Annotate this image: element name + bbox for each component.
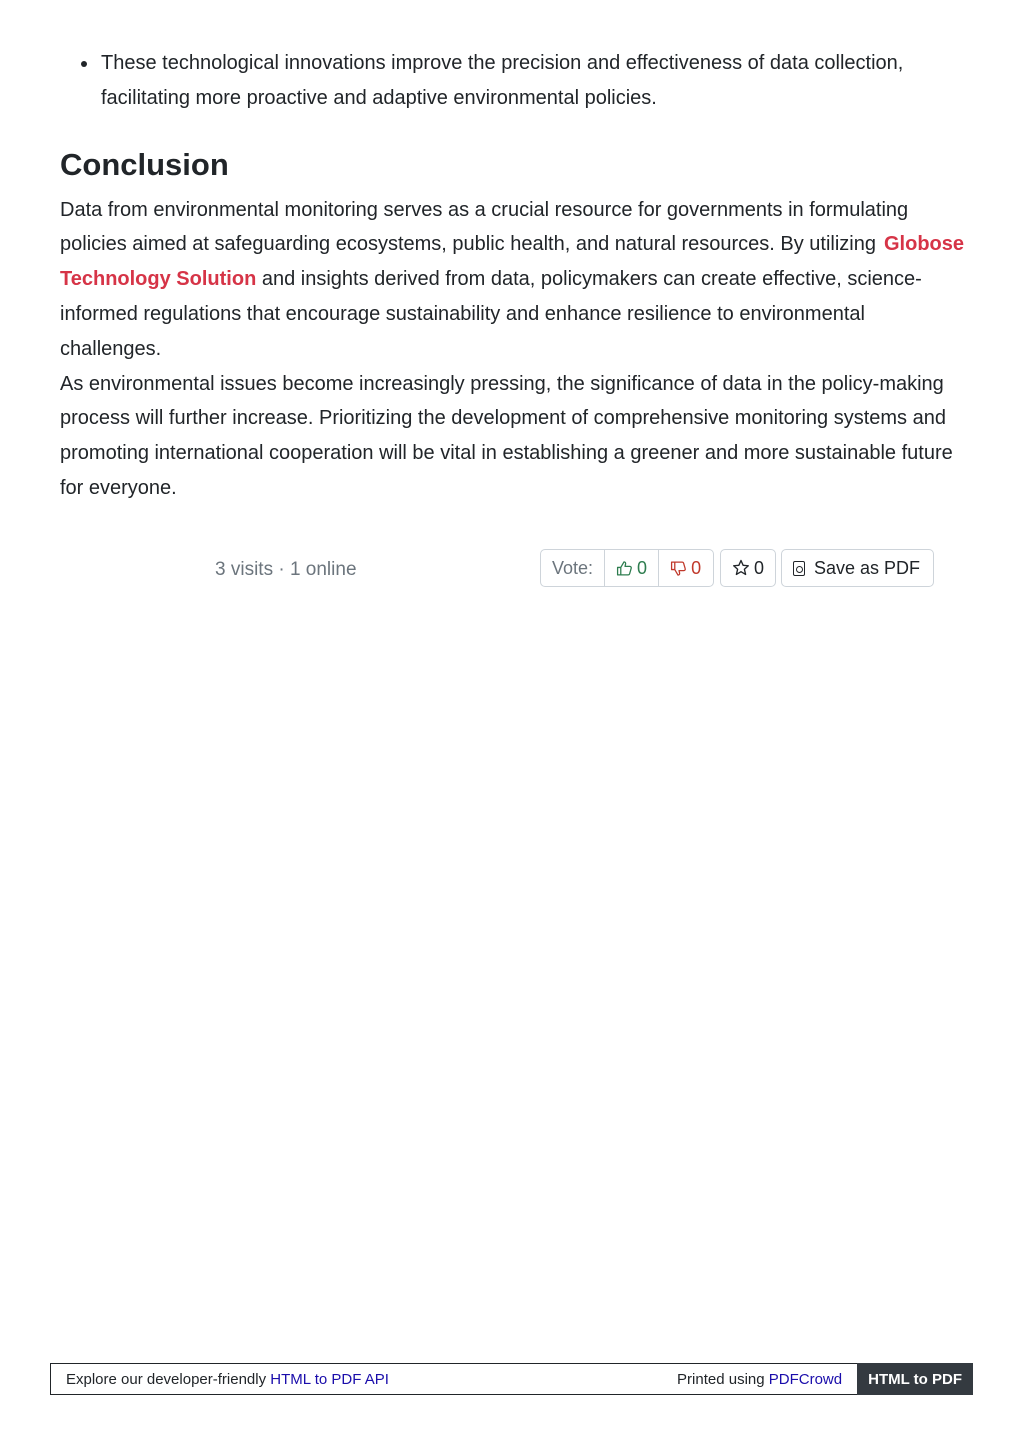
article-body [60,46,965,506]
paragraph-text: Data from environmental monitoring serves as a crucial resource for governments in formulating policies aimed at safeguarding ecosystems, public health, and natural resources. By utilizing [60,198,909,256]
star-cell [721,550,775,586]
conclusion-paragraph-1 [60,193,965,367]
star-button[interactable] [720,549,776,587]
list-item: These technological innovations improve the precision and effectiveness of data collection, facilitating more proactive and adaptive environmental policies. [101,46,965,116]
downvote-count: 0 [691,557,702,578]
printed-label: Printed using [677,1370,769,1388]
vote-group [540,549,714,587]
pdfcrowd-banner [50,1363,973,1395]
conclusion-paragraph-2: As environmental issues become increasingly pressing, the significance of data in the policy-making process will further increase. Prioritizing the development of comprehensive monitoring systems and promoting international cooperation will be vital in establishing a greener and more sustainable future for everyone. [60,372,953,499]
globose-link[interactable]: Globose Technology Solution [60,233,965,291]
star-icon [732,559,750,577]
explore-text [66,1371,389,1388]
html-to-pdf-api-link[interactable]: HTML to PDF API [270,1370,389,1388]
html-to-pdf-badge[interactable]: HTML to PDF [857,1363,973,1395]
thumbs-down-icon [670,560,687,577]
save-pdf-button[interactable] [781,549,934,587]
paragraph-text: and insights derived from data, policymakers can create effective, science-informed regulations that encourage sustainability and enhance resilience to environmental challenges. [60,268,922,360]
save-pdf-cell [782,550,931,586]
save-pdf-label: Save as PDF [814,557,921,578]
vote-label: Vote: [552,557,594,578]
pdfcrowd-link[interactable]: PDFCrowd [768,1370,843,1388]
upvote-button[interactable] [604,550,658,586]
upvote-count: 0 [637,557,648,578]
conclusion-heading: Conclusion [60,146,229,182]
pdf-file-icon [793,561,805,576]
downvote-button[interactable] [658,550,712,586]
article-footer [0,549,1024,591]
star-count: 0 [754,557,765,578]
thumbs-up-icon [616,560,633,577]
bullet-list [60,46,965,116]
explore-label: Explore our developer-friendly [66,1370,271,1388]
printed-using-text [677,1371,842,1388]
visit-stats: 3 visits · 1 online [215,559,357,580]
